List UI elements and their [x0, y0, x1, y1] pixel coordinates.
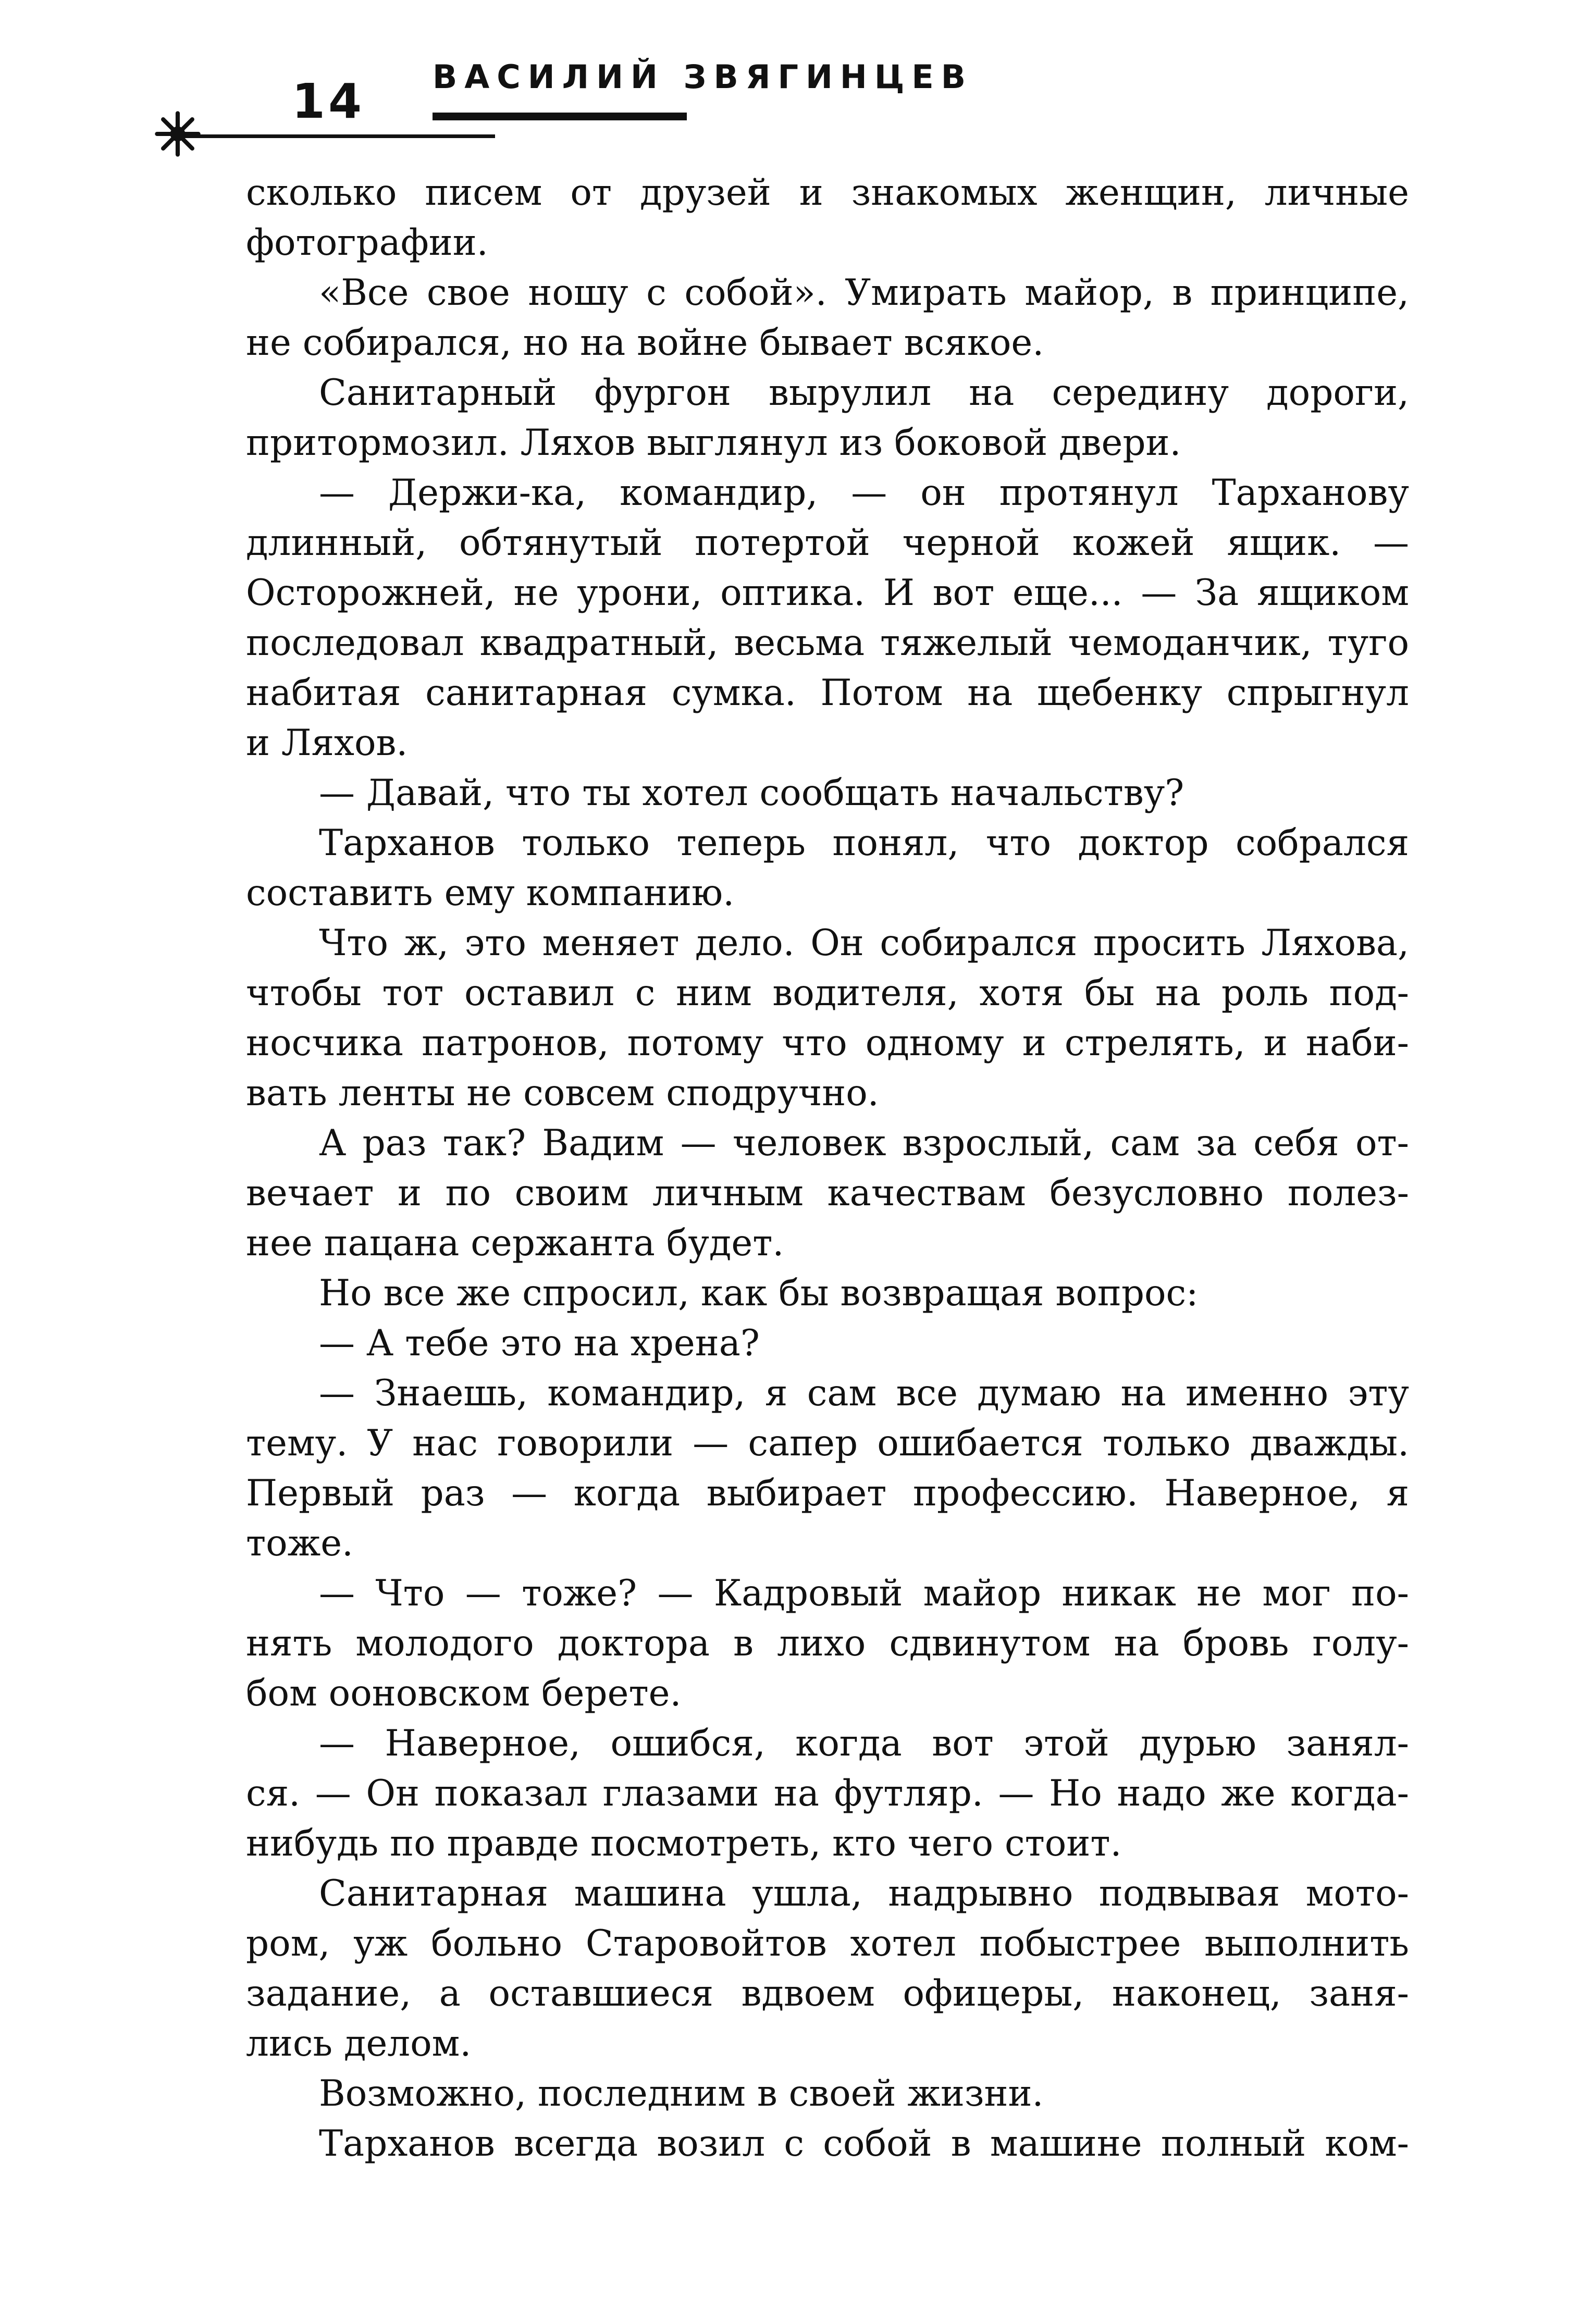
text-line: последовал квадратный, весьма тяжелый чемоданчик, туго [246, 622, 1409, 664]
text-line: — А тебе это на хрена? [319, 1322, 760, 1364]
text-line: А раз так? Вадим — человек взрослый, сам за себя от- [319, 1122, 1409, 1164]
header-rule-thick [433, 113, 687, 120]
text-line: Но все же спросил, как бы возвращая вопрос: [319, 1272, 1199, 1314]
text-line: Осторожней, не урони, оптика. И вот еще... — За ящиком [246, 572, 1409, 614]
text-line: набитая санитарная сумка. Потом на щебенку спрыгнул [246, 672, 1409, 714]
text-line: Первый раз — когда выбирает профессию. Наверное, я [246, 1473, 1409, 1514]
text-line: Тарханов всегда возил с собой в машине полный ком- [319, 2123, 1409, 2165]
text-line: бом ооновском берете. [246, 1673, 682, 1714]
text-line: Тарханов только теперь понял, что доктор собрался [319, 822, 1409, 864]
star-icon [154, 110, 201, 157]
text-line: — Что — тоже? — Кадровый майор никак не мог по- [319, 1573, 1409, 1614]
text-line: не собирался, но на войне бывает всякое. [246, 322, 1044, 364]
text-line: — Держи-ка, командир, — он протянул Тарханову [319, 472, 1409, 514]
text-line: тоже. [246, 1523, 353, 1564]
text-line: Что ж, это меняет дело. Он собирался просить Ляхова, [319, 922, 1409, 964]
text-line: притормозил. Ляхов выглянул из боковой двери. [246, 422, 1181, 464]
text-line: ся. — Он показал глазами на футляр. — Но надо же когда- [246, 1773, 1409, 1814]
page-number: 14 [292, 73, 365, 129]
text-line: Возможно, последним в своей жизни. [319, 2073, 1044, 2115]
text-line: и Ляхов. [246, 722, 408, 764]
page-header [0, 0, 1580, 172]
text-line: сколько писем от друзей и знакомых женщин, личные [246, 172, 1409, 214]
text-line: длинный, обтянутый потертой черной кожей ящик. — [246, 522, 1409, 564]
text-line: чтобы тот оставил с ним водителя, хотя бы на роль под- [246, 972, 1409, 1014]
text-line: составить ему компанию. [246, 872, 735, 914]
text-line: «Все свое ношу с собой». Умирать майор, в принципе, [319, 272, 1409, 314]
text-line: Санитарный фургон вырулил на середину дороги, [319, 372, 1409, 414]
text-line: лись делом. [246, 2023, 472, 2065]
text-line: носчика патронов, потому что одному и стрелять, и наби- [246, 1022, 1409, 1064]
text-line: фотографии. [246, 222, 488, 264]
running-title-author: ВАСИЛИЙ ЗВЯГИНЦЕВ [433, 58, 973, 96]
text-line: задание, а оставшиеся вдвоем офицеры, наконец, заня- [246, 1973, 1409, 2014]
text-line: Санитарная машина ушла, надрывно подвывая мото- [319, 1873, 1409, 1914]
text-line: тему. У нас говорили — сапер ошибается только дважды. [246, 1423, 1409, 1464]
text-line: нять молодого доктора в лихо сдвинутом на бровь голу- [246, 1623, 1409, 1664]
text-line: вечает и по своим личным качествам безусловно полез- [246, 1172, 1409, 1214]
header-rule-thin [172, 134, 495, 138]
text-line: — Знаешь, командир, я сам все думаю на именно эту [319, 1373, 1409, 1414]
text-line: — Наверное, ошибся, когда вот этой дурью занял- [319, 1723, 1409, 1764]
text-line: — Давай, что ты хотел сообщать начальству? [319, 772, 1184, 814]
text-line: нее пацана сержанта будет. [246, 1222, 784, 1264]
text-line: вать ленты не совсем сподручно. [246, 1072, 879, 1114]
text-line: нибудь по правде посмотреть, кто чего стоит. [246, 1823, 1122, 1864]
text-line: ром, уж больно Старовойтов хотел побыстрее выполнить [246, 1923, 1409, 1964]
